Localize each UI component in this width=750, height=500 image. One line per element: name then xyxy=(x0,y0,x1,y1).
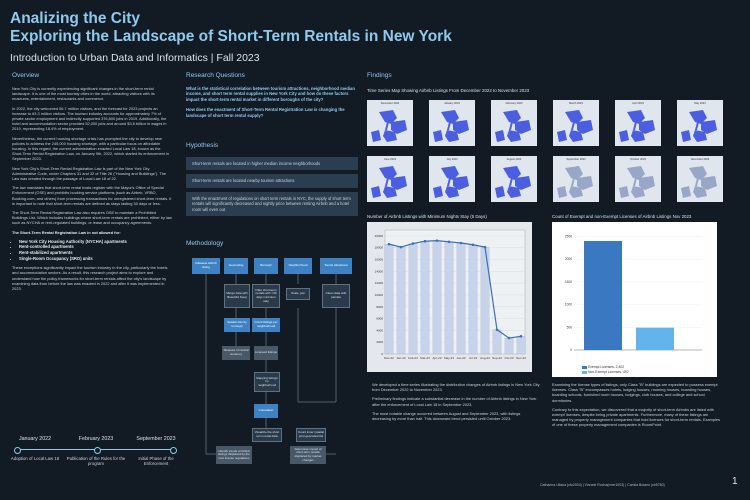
nyc-map-icon xyxy=(491,156,537,202)
y-tick-label: 18000 xyxy=(374,245,383,250)
y-tick-label: 0 xyxy=(570,348,572,352)
poster-title-line2: Exploring the Landscape of Short-Term Rentals in New York xyxy=(10,28,452,45)
map-panel-label: November 2023 xyxy=(690,158,710,161)
flow-step: Count inner (spatial join) geocoded list xyxy=(296,428,326,442)
timeline-label: Adoption of Local Law 18 xyxy=(10,456,60,461)
bar-chart xyxy=(552,222,717,377)
bar-chart-title: Count of Exempt and non-Exempt Licenses of Airbnb Listings Nov 2023 xyxy=(552,214,692,219)
line-chart xyxy=(367,222,532,372)
flow-step: Determine impact of short-term rentals displaced by market changes xyxy=(290,446,326,464)
findings-paragraph: Preliminary findings indicate a substantial decrease in the number of Airbnb listings in New York after the enforcement of Local Law 18 in September 2023. xyxy=(372,396,537,407)
map-panel xyxy=(553,100,599,146)
methodology-title: Methodology xyxy=(186,240,224,247)
map-panel-label: January 2023 xyxy=(444,102,460,105)
map-panel xyxy=(367,100,413,146)
bar xyxy=(584,241,622,350)
bar xyxy=(493,330,501,354)
legend-swatch xyxy=(582,371,587,374)
bar xyxy=(505,338,513,354)
map-panel xyxy=(677,100,723,146)
map-panel xyxy=(429,100,475,146)
staten-island-shape xyxy=(681,130,691,142)
x-tick-label: May-23 xyxy=(443,356,455,360)
data-point xyxy=(436,239,439,242)
x-tick-label: Aug-23 xyxy=(480,356,490,360)
flow-step: Spatial Join by borough xyxy=(224,318,250,332)
y-tick-label: 12000 xyxy=(374,281,383,286)
bar xyxy=(409,244,417,354)
flow-step: Identify trends of Airbnb listings displaced by the new license regulations xyxy=(216,446,252,464)
poster-title-line1: Analizing the City xyxy=(10,10,141,27)
nyc-map-icon xyxy=(367,100,413,146)
data-point xyxy=(484,246,487,249)
map-panel xyxy=(677,156,723,202)
map-panel-label: July 2023 xyxy=(446,158,458,161)
legend-label: Non-Exempt Licenses: 492 xyxy=(587,370,629,374)
flow-step: Merge data with Beautiful Soup xyxy=(224,284,250,308)
flow-step: Visualize the short term rental data xyxy=(252,428,282,442)
map-panel xyxy=(615,156,661,202)
poster-subtitle: Introduction to Urban Data and Informatics | Fall 2023 xyxy=(10,52,260,64)
legend-swatch xyxy=(582,366,587,369)
overview-paragraph: In 2022, the city welcomed 56.7 million visitors, and the forecast for 2023 projects an increase to 63.3 million visitors. The tourism industry accounts for approximately 7% of private sector employment and indirectly supported 376,800 jobs in 2019. Additionally, the hotel and accommodation sector provided 52,000 jobs and around $3.6 billion in wages in 2019, representing 18.4% of employment. xyxy=(12,105,167,132)
overview-paragraph: New York City is currently experiencing significant changes in the short-term rental landscape. It is one of the most touristy cities in the world, attracting visitors with its museums, entertainment, restaurants and commerce. xyxy=(12,86,155,102)
flow-step-neighborhood: Neighborhood xyxy=(284,258,312,274)
staten-island-shape xyxy=(495,130,505,142)
flow-step-datasets: Datasets Airbnb listing xyxy=(192,258,220,274)
overview-paragraph: Nevertheless, the current housing shortage crisis has prompted the city to develop new policies to address the 245,000 housing shortage, with a particular focus on affordable housing. In this regard, the current administration enacted Local Law 18, known as the Short-Term Rental Registration Law, on January 9th, 2022, which started its enforcement in September 2023. xyxy=(12,135,170,162)
map-panel xyxy=(367,156,413,202)
x-tick-label: Jul-23 xyxy=(468,356,478,360)
y-tick-label: 2000 xyxy=(564,257,572,262)
legend-label: Exempt Licenses: 2,402 xyxy=(587,365,625,369)
timeline-date: February 2023 xyxy=(78,436,114,442)
timeline-marker xyxy=(94,447,101,454)
plot-area xyxy=(385,230,525,354)
staten-island-shape xyxy=(557,130,567,142)
data-point xyxy=(388,243,391,246)
list-item: • New York City Housing Authority (NYCHA) apartments xyxy=(19,239,172,245)
y-tick-label: 1000 xyxy=(564,302,572,307)
map-panel xyxy=(615,100,661,146)
bar xyxy=(469,245,477,354)
y-tick-label: 0 xyxy=(381,352,383,356)
nyc-map-icon xyxy=(429,156,475,202)
timeline-date: January 2022 xyxy=(18,436,52,442)
not-allowed-list xyxy=(12,239,172,261)
findings-title: Findings xyxy=(367,72,392,79)
x-tick-label: Mar-23 xyxy=(420,356,430,360)
timeline xyxy=(10,436,180,476)
flow-step: Correlation xyxy=(254,404,278,418)
map-panel-label: December 2022 xyxy=(380,102,400,105)
research-questions xyxy=(186,86,358,123)
findings-text-right xyxy=(552,382,722,432)
timeline-marker xyxy=(14,447,21,454)
page-number: 1 xyxy=(732,476,738,487)
bar xyxy=(433,241,441,354)
footer-authors: Catharina Uliana (cfu2004) | Vinnele Rocha(mee1003) | Camila Bolano (cb5780) xyxy=(540,483,665,487)
flow-step: Mapping listings by neighborhood xyxy=(254,372,280,392)
y-tick-label: 8000 xyxy=(376,304,383,309)
nyc-map-icon xyxy=(491,100,537,146)
overview-title: Overview xyxy=(12,72,40,79)
nyc-map-icon xyxy=(677,156,723,202)
flow-step: Count listings per neighborhood xyxy=(252,318,280,332)
research-question: How does the enactment of Short-Term Rental Registration Law is changing the landscape of short term rental supply? xyxy=(186,107,345,118)
findings-paragraph: Examining the license types of listings, only Class "B" buildings are expected to possess exempt licenses. Class "B" encompasses hotels, lodging houses, rooming houses, boarding houses, boarding schools, furnished room houses, lodgings, club houses, and college and school dormitories. xyxy=(552,382,718,403)
map-panel-label: August 2023 xyxy=(506,158,522,161)
x-tick-label: Feb-23 xyxy=(408,356,418,360)
staten-island-shape xyxy=(371,130,381,142)
findings-paragraph: We developed a time series illustrating the distribution changes of Airbnb listings in New York City from December 2022 to November 2023. xyxy=(372,382,540,393)
hypothesis-title: Hypothesis xyxy=(186,142,219,149)
map-panel-label: October 2023 xyxy=(630,158,646,161)
timeline-label: Publication of the Rules for the program xyxy=(66,456,126,467)
map-panel-label: March 2023 xyxy=(569,102,583,105)
data-point xyxy=(508,337,511,340)
line-chart-title: Number of Airbnb Listings with Minimum Nights Stay (5 Days) xyxy=(367,214,487,219)
staten-island-shape xyxy=(495,186,505,198)
poster-header xyxy=(10,10,570,64)
hypothesis-item: Short-term rentals are located nearby tourism attractions xyxy=(186,174,358,187)
bar xyxy=(517,336,525,354)
findings-text-left xyxy=(372,382,540,425)
time-series-map-grid xyxy=(367,100,735,204)
overview-paragraph: The law mandates that short-term rental hosts register with the Mayor's Office of Special Enforcement (OSE) and prohibits booking service platforms (such as Airbnb, VRBO, Booking.com, and others) from processing transactions for unregistered short-term rentals. It is important to note that short-term rentals are defined as stays lasting 30 days or less. xyxy=(12,185,172,206)
staten-island-shape xyxy=(371,186,381,198)
staten-island-shape xyxy=(619,186,629,198)
hypothesis-item: Short-term rentals are located in higher median income neighborhoods xyxy=(186,157,358,170)
nyc-map-icon xyxy=(429,100,475,146)
research-question: What is the statistical correlation between tourism attractions, neighborhood median income, and short term rental supplies in New York City and how do these factors impact the short-term rental market in different boroughs of the city? xyxy=(186,86,355,102)
bar xyxy=(397,247,405,354)
x-tick-label: Nov-23 xyxy=(516,356,526,360)
data-point xyxy=(424,240,427,243)
list-item: • Rent-stabilized apartments xyxy=(19,250,172,256)
staten-island-shape xyxy=(619,130,629,142)
map-title: Time Series Map Showing Airbnb Listings From December 2022 to November 2023 xyxy=(367,88,530,93)
y-tick-label: 20000 xyxy=(374,233,383,238)
timeline-date: September 2023 xyxy=(136,436,176,442)
flow-step: Scale, join xyxy=(286,288,310,300)
data-point xyxy=(412,242,415,245)
bar-chart-panel xyxy=(552,222,717,377)
hypothesis-list xyxy=(186,157,358,220)
bar xyxy=(445,242,453,354)
data-point xyxy=(520,335,523,338)
map-panel-label: April 2023 xyxy=(632,102,644,105)
flow-step-geocoding: Geocoding xyxy=(224,258,248,274)
overview-body xyxy=(12,86,172,295)
x-tick-label: Jun-23 xyxy=(456,356,466,360)
x-tick-label: Sep-23 xyxy=(492,356,502,360)
y-tick-label: 14000 xyxy=(374,269,383,274)
nyc-map-icon xyxy=(553,156,599,202)
nyc-map-icon xyxy=(677,100,723,146)
legend-exempt xyxy=(582,365,624,369)
y-tick-label: 2000 xyxy=(376,340,383,345)
bar xyxy=(385,244,393,354)
flow-step: Clean data with pandas xyxy=(322,284,350,308)
bar xyxy=(636,328,674,350)
line-chart-panel xyxy=(367,222,532,372)
bar xyxy=(421,241,429,354)
overview-paragraph: The Short-Term Rental Registration Law also requires OSE to maintain a Prohibited Buildings List. Which includes buildings where short-term rentals are prohibited, either by law such as NYCHA or rent-regulated buildings, or lease and occupancy agreements. xyxy=(12,210,172,226)
timeline-marker xyxy=(170,447,177,454)
flow-step-borough: Borough xyxy=(254,258,278,274)
x-tick-label: Jan-23 xyxy=(396,356,406,360)
x-tick-label: Oct-23 xyxy=(504,356,514,360)
nyc-map-icon xyxy=(615,156,661,202)
timeline-label: Initial Phase of the Enforcement xyxy=(138,456,174,467)
research-title: Research Questions xyxy=(186,72,245,79)
findings-paragraph: The most notable change occurred between August and September 2023, with listings decreasing by more than half. This downward trend persisted until October 2023. xyxy=(372,410,521,422)
nyc-map-icon xyxy=(367,156,413,202)
y-tick-label: 4000 xyxy=(376,328,383,333)
map-panel xyxy=(491,156,537,202)
overview-closing: These exceptions significantly impact the tourism industry in the city, particularly the hotels and accommodation sectors. As a result, this research project aims to explore and understand how the policy frameworks for short-term rentals affect the city's landscape by examining data from before the law was enacted in 2022 and after it was implemented in 2023. xyxy=(12,265,168,292)
data-point xyxy=(400,246,403,249)
nyc-map-icon xyxy=(615,100,661,146)
data-point xyxy=(496,328,499,331)
flow-step: Licensed listings xyxy=(254,346,278,360)
data-point xyxy=(460,242,463,245)
methodology-flowchart xyxy=(186,252,358,472)
hypothesis-item: With the enactment of regulations on short term rentals in NYC, the supply of short term rentals will significantly decreased and nightly price between renting Airbnb and a hotel room will even out xyxy=(186,192,358,216)
not-allowed-heading: The Short-Term Rental Registration Law in not allowed for: xyxy=(12,229,121,235)
y-tick-label: 10000 xyxy=(374,292,383,297)
flow-step-tourist-attractions: Tourist attractions xyxy=(320,258,352,274)
list-item: • Rent-controlled apartments xyxy=(19,244,172,250)
staten-island-shape xyxy=(557,186,567,198)
y-tick-label: 1500 xyxy=(564,279,572,284)
x-tick-label: Apr-23 xyxy=(432,356,442,360)
flow-step: Filter short-term rentals with >30 days minimum stay xyxy=(252,284,280,308)
y-tick-label: 6000 xyxy=(376,316,383,321)
map-panel xyxy=(429,156,475,202)
map-panel-label: June 2023 xyxy=(383,158,397,161)
y-tick-label: 500 xyxy=(566,325,572,330)
flow-step: Measure of central tendency xyxy=(222,346,250,360)
staten-island-shape xyxy=(681,186,691,198)
y-tick-label: 2500 xyxy=(564,234,572,239)
nyc-map-icon xyxy=(553,100,599,146)
findings-paragraph: Contrary to this expectation, we discovered that a majority of short-term Airbnbs are listed with exempt licenses, despite being private apartments. Furthermore, many of these listings are managed by property management companies that hold licenses for short-term rentals. Examples of one of these property management companies is RoomPoint. xyxy=(552,406,721,428)
bar xyxy=(457,243,465,354)
staten-island-shape xyxy=(433,130,443,142)
map-panel-label: September 2023 xyxy=(566,158,586,161)
data-point xyxy=(448,241,451,244)
overview-paragraph: New York City's Short-Term Rental Registration Law is part of the New York City Administrative Code, under Chapters 31 and 32 of Title 26 ("Housing and Buildings"). The Law was created through the passage of Local Law 18 of 22. xyxy=(12,165,167,182)
map-panel-label: May 2023 xyxy=(694,102,706,105)
data-point xyxy=(472,243,475,246)
legend-nonexempt xyxy=(582,370,629,374)
map-panel-label: February 2023 xyxy=(505,102,523,105)
map-panel xyxy=(491,100,537,146)
y-tick-label: 16000 xyxy=(374,257,383,262)
map-panel xyxy=(553,156,599,202)
x-tick-label: Dec-22 xyxy=(384,356,394,360)
staten-island-shape xyxy=(433,186,443,198)
list-item: • Single-Room Occupancy (SRO) units xyxy=(19,256,172,262)
